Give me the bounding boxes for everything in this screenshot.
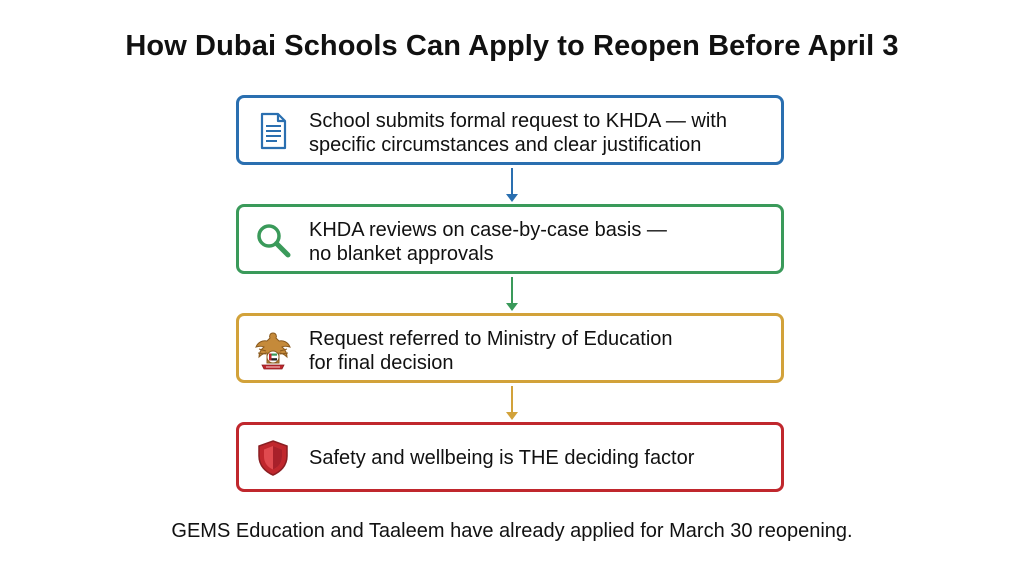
step-text-line: Safety and wellbeing is THE deciding factor (309, 447, 695, 469)
arrow-shaft (511, 386, 513, 412)
step-khda-review (236, 204, 784, 274)
step-text-line: no blanket approvals (309, 243, 494, 265)
step-text (309, 109, 767, 157)
footnote: GEMS Education and Taaleem have already applied for March 30 reopening. (171, 520, 853, 542)
arrow-head (506, 303, 518, 311)
step-safety-factor (236, 422, 784, 492)
step-text-line: Request referred to Ministry of Education (309, 328, 673, 350)
flow-arrow (506, 277, 518, 311)
arrow-head (506, 194, 518, 202)
arrow-shaft (511, 277, 513, 303)
document-icon (253, 111, 293, 151)
arrow-shaft (511, 168, 513, 194)
page-title: How Dubai Schools Can Apply to Reopen Before April 3 (125, 30, 899, 62)
flow-arrow (506, 386, 518, 420)
step-submit-request (236, 95, 784, 165)
step-text (309, 446, 767, 470)
step-text-line: School submits formal request to KHDA — with (309, 110, 727, 132)
step-text-line: specific circumstances and clear justification (309, 134, 702, 156)
step-text (309, 218, 767, 266)
step-ministry-referral (236, 313, 784, 383)
magnifier-icon (253, 220, 293, 260)
flow-arrow (506, 168, 518, 202)
step-text-line: for final decision (309, 352, 454, 374)
step-text-line: KHDA reviews on case-by-case basis — (309, 219, 667, 241)
uae-emblem-icon (253, 329, 293, 369)
shield-icon (253, 438, 293, 478)
arrow-head (506, 412, 518, 420)
step-text (309, 327, 767, 375)
